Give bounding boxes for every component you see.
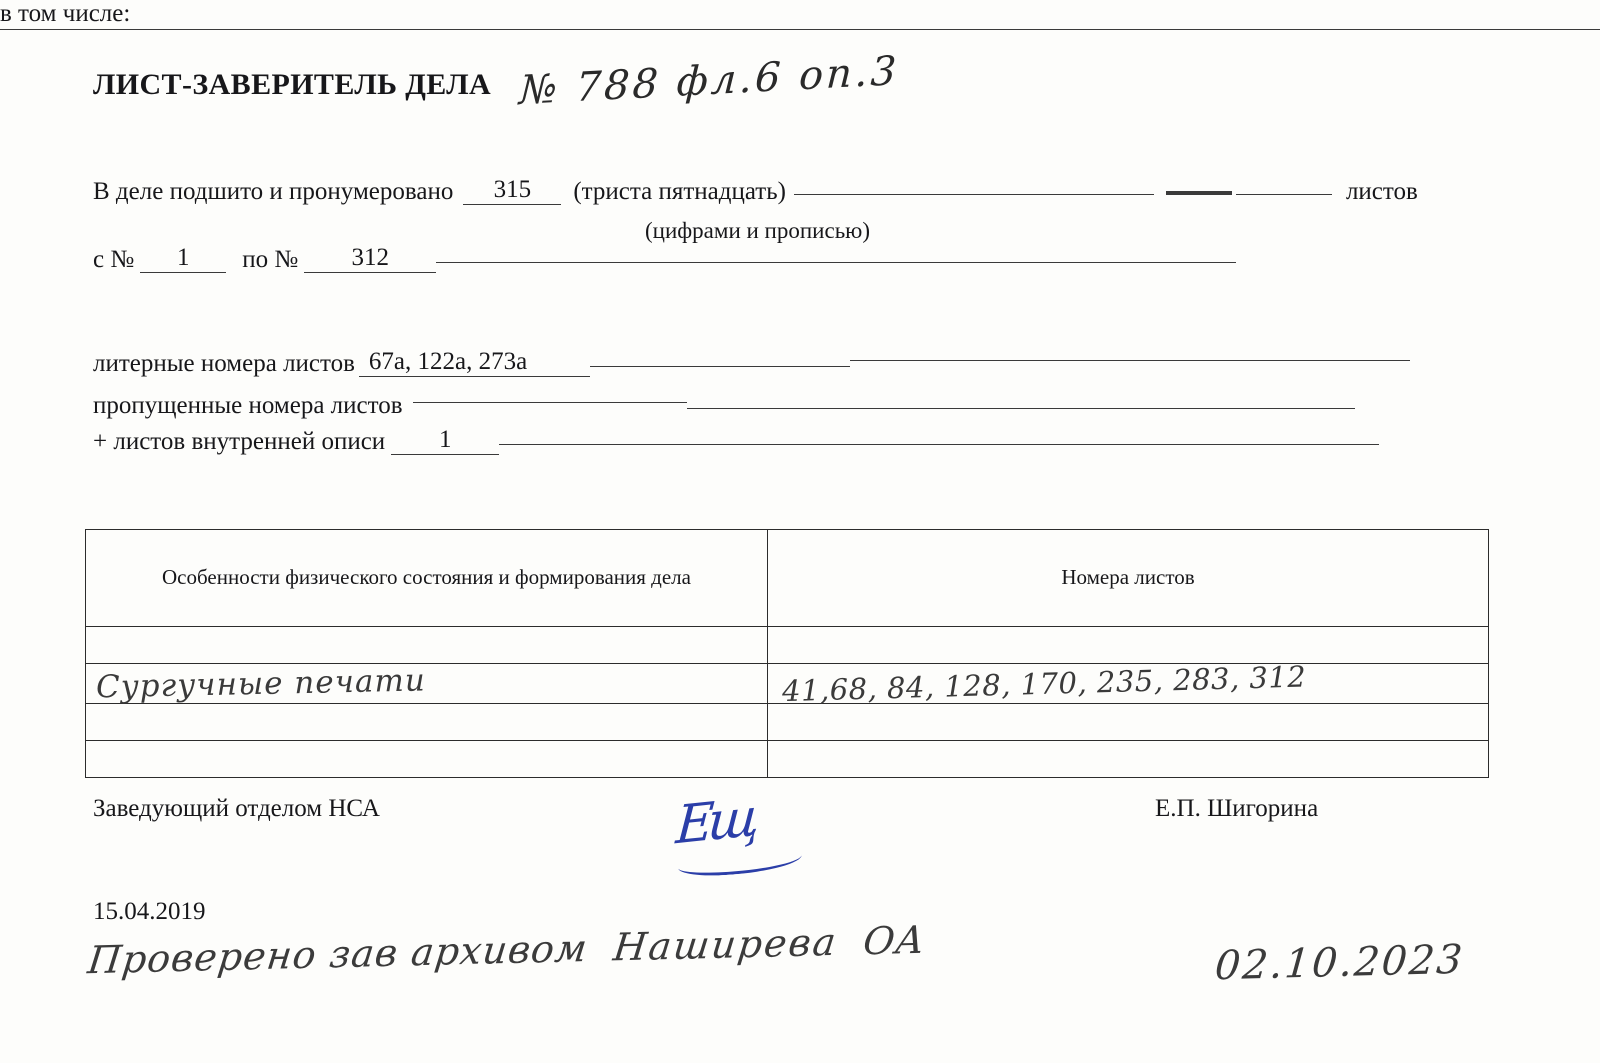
verification-note-text: Проверено зав архивом	[85, 925, 591, 983]
digits-and-words-caption: (цифрами и прописью)	[645, 218, 871, 243]
sewn-count-label: В деле подшито и пронумеровано	[93, 178, 454, 205]
table-cell-feature	[86, 741, 768, 778]
range-from-value: 1	[140, 244, 226, 273]
table-cell-feature-handwritten: Сургучные печати	[95, 661, 427, 705]
table-cell-sheets	[768, 658, 1489, 708]
lettered-numbers-value: 67а, 122а, 273а	[359, 348, 590, 377]
table-row	[86, 627, 1489, 664]
lettered-rule-2	[850, 360, 1410, 361]
table-header-features: Особенности физического состояния и формирования дела	[86, 530, 768, 627]
page-title: ЛИСТ-ЗАВЕРИТЕЛЬ ДЕЛА	[93, 68, 492, 101]
table-row	[86, 741, 1489, 778]
internal-inventory-line	[93, 428, 1379, 457]
sewn-rule-1	[794, 194, 1154, 195]
table-cell-sheets	[768, 627, 1489, 664]
table-row	[86, 704, 1489, 741]
signature-date: 15.04.2019	[93, 898, 206, 925]
internal-inventory-rule	[499, 444, 1379, 445]
including-caption: в том числе:	[0, 0, 1600, 30]
missing-numbers-label: пропущенные номера листов	[93, 392, 403, 419]
lettered-numbers-line	[93, 350, 1410, 379]
table-cell-feature	[86, 661, 768, 705]
signatory-name: Е.П. Шигорина	[1155, 795, 1319, 822]
lettered-numbers-label: литерные номера листов	[93, 350, 355, 377]
table-cell-sheets	[768, 704, 1489, 741]
title-row	[93, 47, 901, 115]
table-cell-sheets-handwritten: 41,68, 84, 128, 170, 235, 283, 312	[781, 658, 1307, 708]
range-rule	[436, 262, 1236, 263]
lettered-rule-1	[590, 366, 850, 367]
verification-note-date: 02.10.2023	[1213, 936, 1466, 990]
sewn-count-words: (триста пятнадцать)	[573, 178, 786, 205]
signatory-role: Заведующий отделом НСА	[93, 795, 380, 822]
internal-inventory-value: 1	[391, 426, 499, 455]
missing-rule-1	[413, 402, 687, 403]
table-cell-sheets	[768, 741, 1489, 778]
physical-condition-table	[85, 529, 1489, 778]
sewn-count-unit: листов	[1345, 178, 1418, 205]
range-to-value: 312	[304, 244, 436, 273]
table-header-row	[86, 530, 1489, 627]
table-row	[86, 664, 1489, 704]
sheet-range-line	[93, 246, 1236, 275]
table-cell-feature	[86, 704, 768, 741]
missing-rule-2	[687, 408, 1355, 409]
missing-numbers-line	[93, 392, 1355, 420]
sewn-count-digits: 315	[463, 176, 561, 205]
sewn-count-line	[93, 178, 1418, 207]
sewn-rule-2	[1166, 191, 1232, 195]
range-to-label: по №	[242, 246, 299, 273]
verification-note-name: Наширева	[611, 919, 841, 970]
title-handwritten-annotation: № 788 фл.6 оп.3	[518, 47, 901, 115]
internal-inventory-label: + листов внутренней описи	[93, 428, 386, 455]
sewn-rule-3	[1236, 194, 1332, 195]
verification-note-initials: ОА	[860, 917, 928, 964]
table-cell-feature	[86, 627, 768, 664]
range-from-label: с №	[93, 246, 135, 273]
table-header-sheet-numbers: Номера листов	[768, 530, 1489, 627]
handwritten-signature: Ещ	[674, 787, 756, 857]
verification-note-handwritten	[86, 918, 928, 983]
